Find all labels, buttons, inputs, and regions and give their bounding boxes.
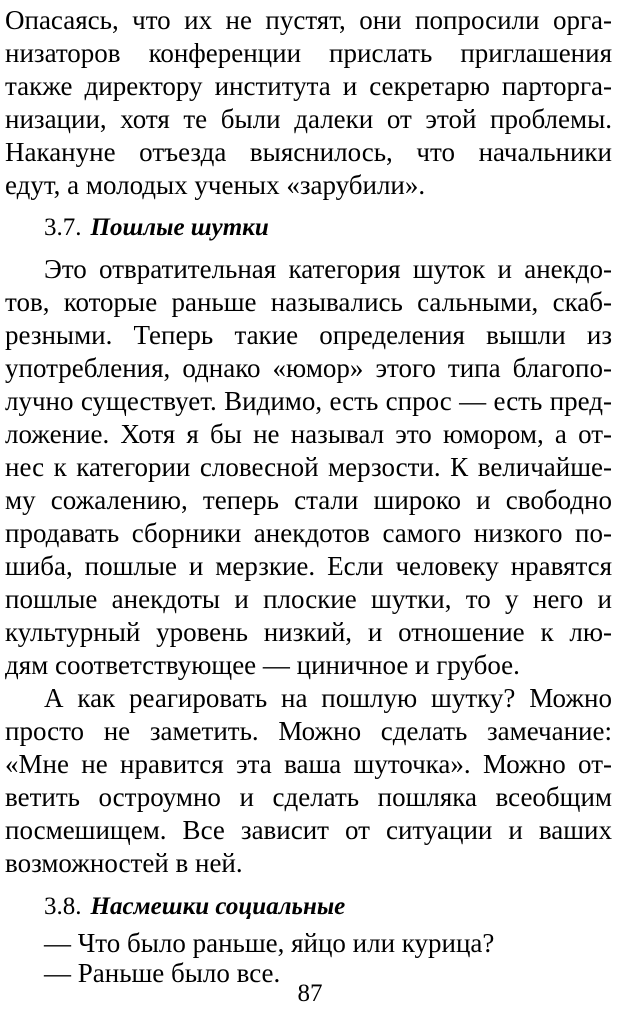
paragraph-1-line-6: едут, а молодых ученых «зарубили».: [5, 170, 426, 200]
paragraph-2-line-9: продавать сборники анекдотов самого низкого по-: [5, 518, 612, 548]
paragraph-2-line-6: ложение. Хотя я бы не называл это юмором, а от-: [5, 419, 612, 449]
paragraph-1-line-2: низаторов конференции прислать приглашения: [5, 38, 612, 68]
paragraph-2-line-13: дям соответствующее — циничное и грубое.: [5, 650, 520, 680]
paragraph-2-line-1: Это отвратительная категория шуток и анекдо-: [44, 254, 612, 284]
paragraph-1-line-5: Накануне отъезда выяснилось, что начальники: [5, 137, 612, 167]
paragraph-3-line-3: «Мне не нравится эта ваша шуточка». Можно от-: [5, 749, 612, 779]
paragraph-2-line-2: тов, которые раньше назывались сальными, скаб-: [5, 287, 612, 317]
paragraph-1-line-3: также директору института и секретарю парторга-: [5, 71, 612, 101]
section-title: Насмешки социальные: [90, 893, 346, 920]
paragraph-3-line-2: просто не заметить. Можно сделать замечание:: [5, 716, 612, 746]
paragraph-2-line-4: употребления, однако «юмор» этого типа благопо-: [5, 353, 612, 383]
paragraph-1-line-1: Опасаясь, что их не пустят, они попросили орга-: [5, 5, 612, 35]
paragraph-2-line-7: нес к категории словесной мерзости. К величайше-: [5, 452, 612, 482]
paragraph-3-line-6: возможностей в ней.: [5, 848, 243, 878]
section-number: 3.7.: [44, 214, 82, 241]
section-heading-3-7: [44, 211, 269, 245]
paragraph-2-line-8: му сожалению, теперь стали широко и свободно: [5, 485, 612, 515]
paragraph-2-line-11: пошлые анекдоты и плоские шутки, то у него и: [5, 584, 612, 614]
paragraph-2-line-5: лучно существует. Видимо, есть спрос — есть пред-: [5, 386, 612, 416]
paragraph-1-line-4: низации, хотя те были далеки от этой проблемы.: [5, 104, 612, 134]
section-title: Пошлые шутки: [90, 214, 269, 241]
paragraph-3-line-5: посмешищем. Все зависит от ситуации и ваших: [5, 815, 612, 845]
dialogue-line-1: — Что было раньше, яйцо или курица?: [44, 928, 495, 958]
section-number: 3.8.: [44, 893, 82, 920]
section-heading-3-8: [44, 890, 345, 924]
paragraph-3-line-4: ветить остроумно и сделать пошляка всеобщим: [5, 782, 612, 812]
paragraph-2-line-12: культурный уровень низкий, и отношение к лю-: [5, 617, 612, 647]
page-number: 87: [297, 980, 323, 1007]
dialogue-line-2: — Раньше было все.: [44, 958, 281, 988]
paragraph-2-line-3: резными. Теперь такие определения вышли из: [5, 320, 612, 350]
paragraph-2-line-10: шиба, пошлые и мерзкие. Если человеку нравятся: [5, 551, 612, 581]
paragraph-3-line-1: А как реагировать на пошлую шутку? Можно: [44, 683, 612, 713]
